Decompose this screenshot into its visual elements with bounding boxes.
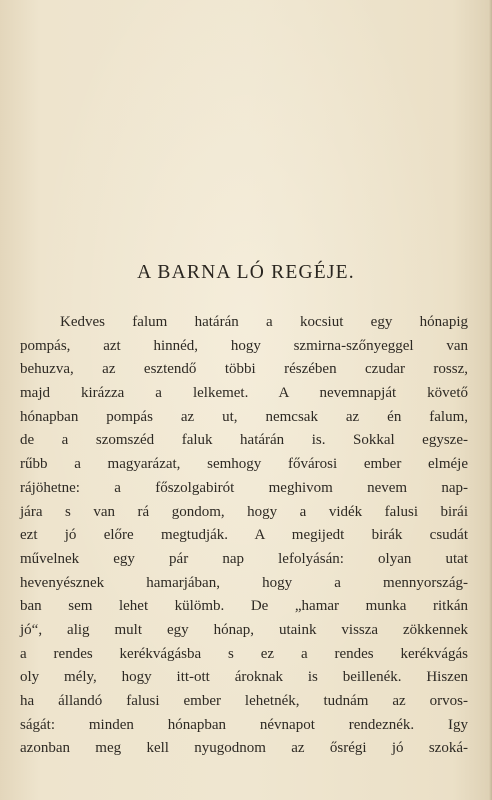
text-line: de a szomszéd faluk határán is. Sokkal egysze- bbox=[20, 432, 468, 449]
text-line: művelnek egy pár nap lefolyásán: olyan utat bbox=[20, 550, 468, 567]
chapter-title: A BARNA LÓ REGÉJE. bbox=[137, 262, 355, 283]
text-line: oly mély, hogy itt-ott ároknak is beillenék. Hiszen bbox=[20, 669, 468, 686]
text-line: pompás, azt hinnéd, hogy szmirna-szőnyeggel van bbox=[20, 337, 468, 354]
text-line: ban sem lehet külömb. De „hamar munka ritkán bbox=[20, 598, 468, 615]
text-line: hevenyésznek hamarjában, hogy a mennyország- bbox=[20, 574, 468, 591]
text-line: ezt jó előre megtudják. A megijedt birák csudát bbox=[20, 527, 468, 544]
text-line: hónapban pompás az ut, nemcsak az én falum, bbox=[20, 408, 468, 425]
body-paragraph bbox=[20, 311, 468, 761]
text-line: ságát: minden hónapban névnapot rendeznék. Igy bbox=[20, 716, 468, 733]
text-line: a rendes kerékvágásba s ez a rendes kerékvágás bbox=[20, 645, 468, 662]
text-line: rűbb a magyarázat, semhogy fővárosi ember elméje bbox=[20, 456, 468, 473]
text-line: rájöhetne: a főszolgabirót meghivom nevem nap- bbox=[20, 479, 468, 496]
text-line: jó“, alig mult egy hónap, utaink vissza zökkennek bbox=[20, 621, 468, 638]
text-line: Kedves falum határán a kocsiut egy hónapig bbox=[60, 314, 468, 330]
text-line: ha állandó falusi ember lehetnék, tudnám az orvos- bbox=[20, 693, 468, 709]
text-line: behuzva, az esztendő többi részében czudar rossz, bbox=[20, 361, 468, 378]
text-line: azonban meg kell nyugodnom az ősrégi jó szoká- bbox=[20, 740, 468, 757]
text-line: jára s van rá gondom, hogy a vidék falusi birái bbox=[20, 503, 468, 520]
text-line: majd kirázza a lelkemet. A nevemnapját követő bbox=[20, 385, 468, 402]
